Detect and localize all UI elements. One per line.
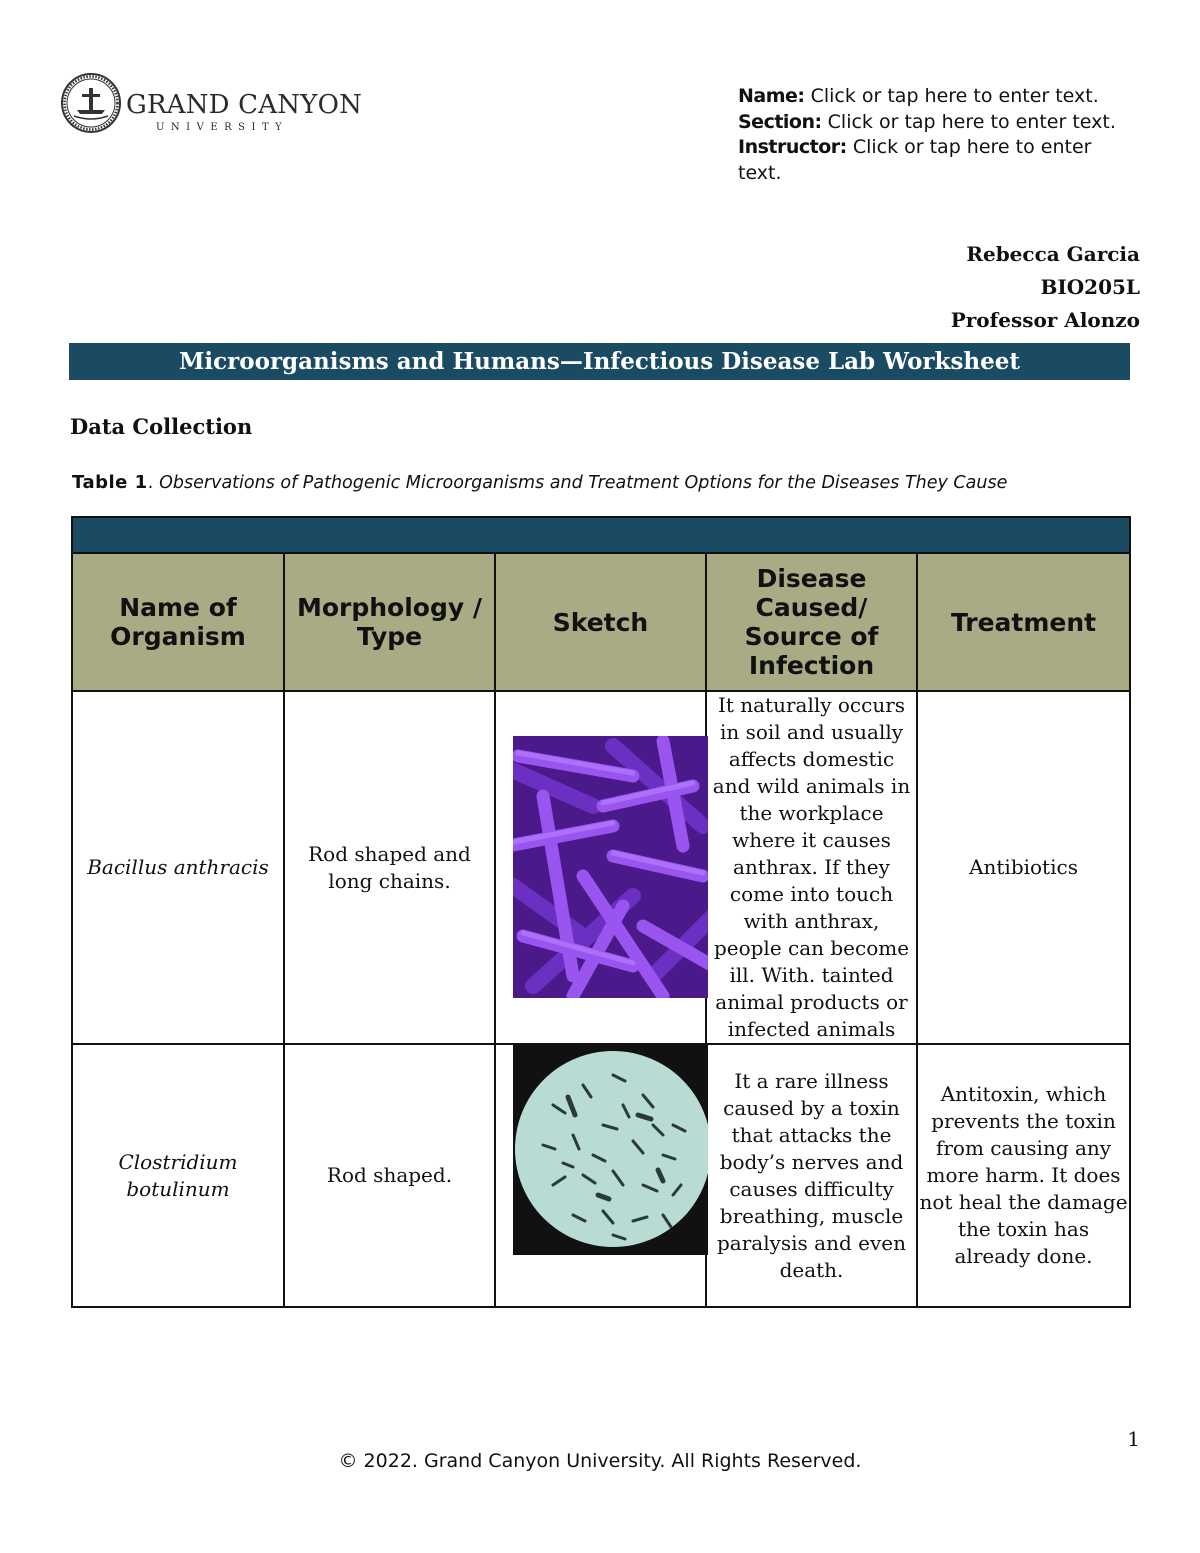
student-details xyxy=(951,238,1140,337)
table-caption: Table 1. Observations of Pathogenic Microorganisms and Treatment Options for the Diseases They Cause xyxy=(72,472,1008,493)
header-disease: Disease Caused/ Source of Infection xyxy=(706,553,917,691)
logo-subtitle: UNIVERSITY xyxy=(156,122,289,133)
name-field-value[interactable]: Click or tap here to enter text. xyxy=(810,85,1099,107)
table-caption-text: Observations of Pathogenic Microorganisms and Treatment Options for the Diseases They Cause xyxy=(159,473,1008,493)
instructor-field[interactable]: Instructor: Click or tap here to enter text. xyxy=(738,136,1092,184)
treatment-cell: Antitoxin, which prevents the toxin from causing any more harm. It does not heal the damage the toxin has already done. xyxy=(917,1044,1130,1307)
table-row xyxy=(72,1044,1130,1307)
page-number: 1 xyxy=(1127,1427,1140,1451)
logo-wordmark: GRAND CANYON xyxy=(126,90,363,120)
header-sketch: Sketch xyxy=(495,553,706,691)
microscope-field-rod-bacteria xyxy=(513,1045,708,1255)
section-heading: Data Collection xyxy=(70,414,253,439)
student-name: Rebecca Garcia xyxy=(966,242,1140,266)
morphology-cell: Rod shaped. xyxy=(284,1044,495,1307)
header-morphology: Morphology / Type xyxy=(284,553,495,691)
section-field-value[interactable]: Click or tap here to enter text. xyxy=(827,110,1116,133)
header-treatment: Treatment xyxy=(917,553,1130,691)
table-caption-label: Table 1 xyxy=(72,472,148,493)
observations-table xyxy=(71,516,1131,1308)
worksheet-title: Microorganisms and Humans—Infectious Disease Lab Worksheet xyxy=(69,343,1130,380)
table-top-bar xyxy=(72,517,1130,553)
sketch-cell xyxy=(495,1044,706,1307)
professor-name: Professor Alonzo xyxy=(950,308,1140,332)
university-logo xyxy=(60,72,363,136)
course-code: BIO205L xyxy=(1040,275,1140,299)
disease-cell: It a rare illness caused by a toxin that attacks the body’s nerves and causes difficulty breathing, muscle paralysis and even death. xyxy=(706,1044,917,1307)
header-organism: Name of Organism xyxy=(72,553,284,691)
purple-rod-bacteria-micrograph xyxy=(513,736,708,998)
morphology-cell: Rod shaped and long chains. xyxy=(284,691,495,1044)
organism-name: Clostridium botulinum xyxy=(72,1044,284,1307)
student-info-fields xyxy=(738,84,1138,186)
instructor-field-value[interactable]: Click or tap here to enter text. xyxy=(738,136,1092,184)
sketch-cell xyxy=(495,691,706,1044)
table-row xyxy=(72,691,1130,1044)
treatment-cell: Antibiotics xyxy=(917,691,1130,1044)
organism-name: Bacillus anthracis xyxy=(72,691,284,1044)
section-field[interactable]: Section: Click or tap here to enter text. xyxy=(738,110,1116,133)
copyright-footer: © 2022. Grand Canyon University. All Rights Reserved. xyxy=(338,1450,862,1472)
name-field[interactable]: Name: Click or tap here to enter text. xyxy=(738,85,1099,107)
seal-icon xyxy=(60,72,122,134)
disease-cell: It naturally occurs in soil and usually affects domestic and wild animals in the workplace where it causes anthrax. If they come into touch with anthrax, people can become ill. With. tainted animal products or infected animals xyxy=(706,691,917,1044)
table-header-row xyxy=(72,553,1130,691)
